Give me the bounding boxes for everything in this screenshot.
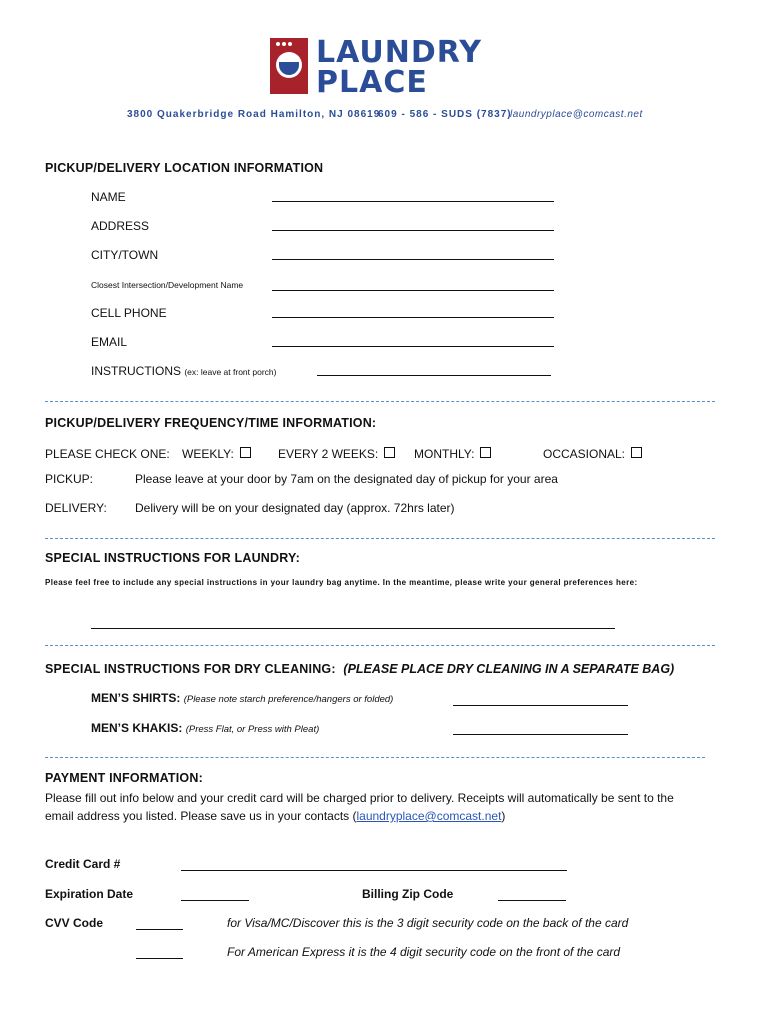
cell-field[interactable]: [272, 303, 554, 318]
zip-label: Billing Zip Code: [362, 887, 454, 901]
intersection-field[interactable]: [272, 276, 554, 291]
cell-label: CELL PHONE: [91, 306, 167, 320]
logo-line2: PLACE: [316, 65, 428, 100]
store-email: laundryplace@comcast.net: [510, 109, 643, 120]
name-label: NAME: [91, 190, 126, 204]
delivery-label: DELIVERY:: [45, 501, 107, 515]
option-every2[interactable]: [278, 447, 395, 461]
cvv-field[interactable]: [136, 917, 183, 930]
checkbox-monthly[interactable]: [480, 447, 491, 458]
exp-field[interactable]: [181, 888, 249, 901]
checkbox-every2[interactable]: [384, 447, 395, 458]
pickup-text: Please leave at your door by 7am on the designated day of pickup for your area: [135, 472, 558, 486]
email-field[interactable]: [272, 332, 554, 347]
checkbox-weekly[interactable]: [240, 447, 251, 458]
check-one-label: PLEASE CHECK ONE:: [45, 447, 170, 461]
cvv-label: CVV Code: [45, 916, 104, 930]
option-every2-label: EVERY 2 WEEKS:: [278, 447, 379, 461]
khakis-hint: (Press Flat, or Press with Pleat): [185, 724, 320, 735]
email-label: EMAIL: [91, 335, 128, 349]
city-field[interactable]: [272, 245, 554, 260]
payment-text-2-pre: email address you listed. Please save us in your contacts (: [45, 809, 357, 823]
instructions-label-text: INSTRUCTIONS: [91, 364, 181, 378]
khakis-row: [91, 721, 319, 735]
address-field[interactable]: [272, 216, 554, 231]
option-weekly[interactable]: [182, 447, 251, 461]
address-label: ADDRESS: [91, 219, 150, 233]
divider: [45, 757, 705, 758]
city-label: CITY/TOWN: [91, 248, 159, 262]
khakis-field[interactable]: [453, 722, 628, 735]
name-field[interactable]: [272, 187, 554, 202]
logo-line1: LAUNDRY: [316, 35, 482, 70]
payment-text-1: Please fill out info below and your credit card will be charged prior to delivery. Receipts will automatically be sent to the: [45, 791, 674, 805]
shirts-row: [91, 691, 393, 705]
laundry-heading: SPECIAL INSTRUCTIONS FOR LAUNDRY:: [45, 551, 300, 565]
frequency-heading: PICKUP/DELIVERY FREQUENCY/TIME INFORMATION:: [45, 416, 377, 430]
option-occasional[interactable]: [543, 447, 642, 461]
cvv-note-amex: For American Express it is the 4 digit security code on the front of the card: [227, 945, 621, 959]
location-heading: PICKUP/DELIVERY LOCATION INFORMATION: [45, 161, 324, 175]
delivery-text: Delivery will be on your designated day (approx. 72hrs later): [135, 501, 455, 515]
dryclean-heading-note: (PLEASE PLACE DRY CLEANING IN A SEPARATE BAG): [343, 662, 675, 676]
divider: [45, 645, 715, 646]
checkbox-occasional[interactable]: [631, 447, 642, 458]
payment-text-2: [45, 809, 505, 823]
store-address: 3800 Quakerbridge Road Hamilton, NJ 08619: [127, 109, 381, 120]
payment-text-2-post: ): [501, 809, 506, 823]
divider: [45, 538, 715, 539]
option-monthly[interactable]: [414, 447, 491, 461]
logo-washer-icon: [270, 38, 308, 94]
option-occasional-label: OCCASIONAL:: [543, 447, 626, 461]
card-number-field[interactable]: [181, 858, 567, 871]
zip-field[interactable]: [498, 888, 566, 901]
laundry-note: Please feel free to include any special instructions in your laundry bag anytime. In the meantime, please write your general preferences here:: [45, 578, 638, 587]
option-weekly-label: WEEKLY:: [182, 447, 234, 461]
contact-email-link[interactable]: laundryplace@comcast.net: [356, 809, 502, 823]
pickup-label: PICKUP:: [45, 472, 94, 486]
option-monthly-label: MONTHLY:: [414, 447, 475, 461]
instructions-field[interactable]: [317, 361, 551, 376]
cvv-amex-field[interactable]: [136, 946, 183, 959]
exp-label: Expiration Date: [45, 887, 134, 901]
laundry-preferences-field[interactable]: [91, 616, 615, 629]
shirts-hint: (Please note starch preference/hangers or folded): [183, 694, 394, 705]
payment-heading: PAYMENT INFORMATION:: [45, 771, 203, 785]
shirts-label: MEN’S SHIRTS:: [91, 691, 181, 705]
cvv-note-visa: for Visa/MC/Discover this is the 3 digit security code on the back of the card: [227, 916, 629, 930]
dryclean-heading: [45, 662, 674, 676]
card-label: Credit Card #: [45, 857, 121, 871]
instructions-label: [91, 364, 276, 378]
dryclean-heading-text: SPECIAL INSTRUCTIONS FOR DRY CLEANING:: [45, 662, 336, 676]
shirts-field[interactable]: [453, 693, 628, 706]
khakis-label: MEN’S KHAKIS:: [91, 721, 183, 735]
store-phone: 609 - 586 - SUDS (7837): [378, 109, 512, 120]
divider: [45, 401, 715, 402]
intersection-label: Closest Intersection/Development Name: [91, 280, 244, 290]
instructions-hint: (ex: leave at front porch): [184, 367, 277, 377]
